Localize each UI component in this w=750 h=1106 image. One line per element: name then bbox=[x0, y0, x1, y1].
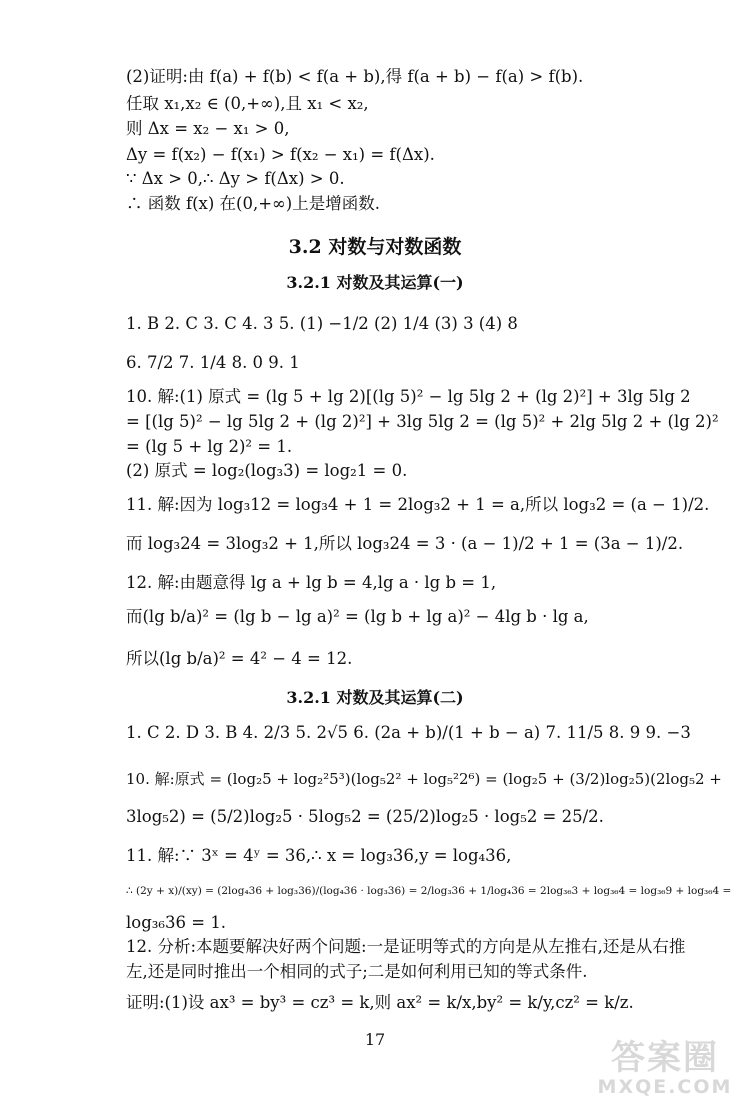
text-line: 而(lg b/a)² = (lg b − lg a)² = (lg b + lg a)² − 4lg b · lg a, bbox=[126, 607, 589, 626]
text-line: 12. 分析:本题要解决好两个问题:一是证明等式的方向是从左推右,还是从右推 bbox=[126, 937, 686, 956]
text-line: (2)证明:由 f(a) + f(b) < f(a + b),得 f(a + b) − f(a) > f(b). bbox=[126, 67, 584, 86]
text-line: Δy = f(x₂) − f(x₁) > f(x₂ − x₁) = f(Δx). bbox=[126, 145, 435, 164]
text-line: 所以(lg b/a)² = 4² − 4 = 12. bbox=[126, 649, 353, 668]
text-line: ∵ Δx > 0,∴ Δy > f(Δx) > 0. bbox=[126, 169, 345, 188]
text-line: 12. 解:由题意得 lg a + lg b = 4,lg a · lg b = 1, bbox=[126, 573, 497, 592]
text-line: 10. 解:原式 = (log₂5 + log₂²5³)(log₅2² + log₅²2⁶) = (log₂5 + (3/2)log₂5)(2log₅2 + bbox=[126, 770, 722, 788]
answer-line: 6. 7/2 7. 1/4 8. 0 9. 1 bbox=[126, 353, 300, 372]
text-line: = (lg 5 + lg 2)² = 1. bbox=[126, 437, 293, 456]
text-line: 而 log₃24 = 3log₃2 + 1,所以 log₃24 = 3 · (a − 1)/2 + 1 = (3a − 1)/2. bbox=[126, 534, 684, 553]
answer-line: 1. C 2. D 3. B 4. 2/3 5. 2√5 6. (2a + b)/(1 + b − a) 7. 11/5 8. 9 9. −3 bbox=[126, 723, 691, 742]
text-line: 11. 解:因为 log₃12 = log₃4 + 1 = 2log₃2 + 1 = a,所以 log₃2 = (a − 1)/2. bbox=[126, 495, 710, 514]
text-line: 证明:(1)设 ax³ = by³ = cz³ = k,则 ax² = k/x,by² = k/y,cz² = k/z. bbox=[126, 993, 634, 1012]
text-line: = [(lg 5)² − lg 5lg 2 + (lg 2)²] + 3lg 5lg 2 = (lg 5)² + 2lg 5lg 2 + (lg 2)² bbox=[126, 412, 719, 431]
text-line: log₃₆36 = 1. bbox=[126, 913, 227, 932]
subsection-heading: 3.2.1 对数及其运算(一) bbox=[286, 273, 464, 292]
section-heading: 3.2 对数与对数函数 bbox=[288, 236, 462, 258]
text-line: 10. 解:(1) 原式 = (lg 5 + lg 2)[(lg 5)² − lg 5lg 2 + (lg 2)²] + 3lg 5lg 2 bbox=[126, 387, 691, 406]
subsection-heading: 3.2.1 对数及其运算(二) bbox=[286, 688, 464, 707]
text-line: 任取 x₁,x₂ ∈ (0,+∞),且 x₁ < x₂, bbox=[126, 94, 369, 113]
page-number: 17 bbox=[364, 1030, 386, 1049]
text-line: 则 Δx = x₂ − x₁ > 0, bbox=[126, 119, 290, 138]
answer-line: 1. B 2. C 3. C 4. 3 5. (1) −1/2 (2) 1/4 (3) 3 (4) 8 bbox=[126, 314, 518, 333]
text-line: ∴ 函数 f(x) 在(0,+∞)上是增函数. bbox=[126, 194, 380, 213]
watermark-bottom-text: MXQE.COM bbox=[597, 1076, 733, 1098]
watermark-logo bbox=[590, 1038, 740, 1100]
text-line: 左,还是同时推出一个相同的式子;二是如何利用已知的等式条件. bbox=[126, 962, 588, 981]
text-line: (2) 原式 = log₂(log₃3) = log₂1 = 0. bbox=[126, 461, 408, 480]
watermark-top-text: 答案圈 bbox=[611, 1038, 719, 1078]
text-line: ∴ (2y + x)/(xy) = (2log₄36 + log₃36)/(log₄36 · log₃36) = 2/log₃36 + 1/log₄36 = 2log₃₆3 + log₃₆4 = log₃₆9 + log₃₆4 = bbox=[126, 885, 732, 897]
text-line: 3log₅2) = (5/2)log₂5 · 5log₅2 = (25/2)log₂5 · log₅2 = 25/2. bbox=[126, 807, 604, 826]
text-line: 11. 解:∵ 3ˣ = 4ʸ = 36,∴ x = log₃36,y = log₄36, bbox=[126, 846, 512, 865]
